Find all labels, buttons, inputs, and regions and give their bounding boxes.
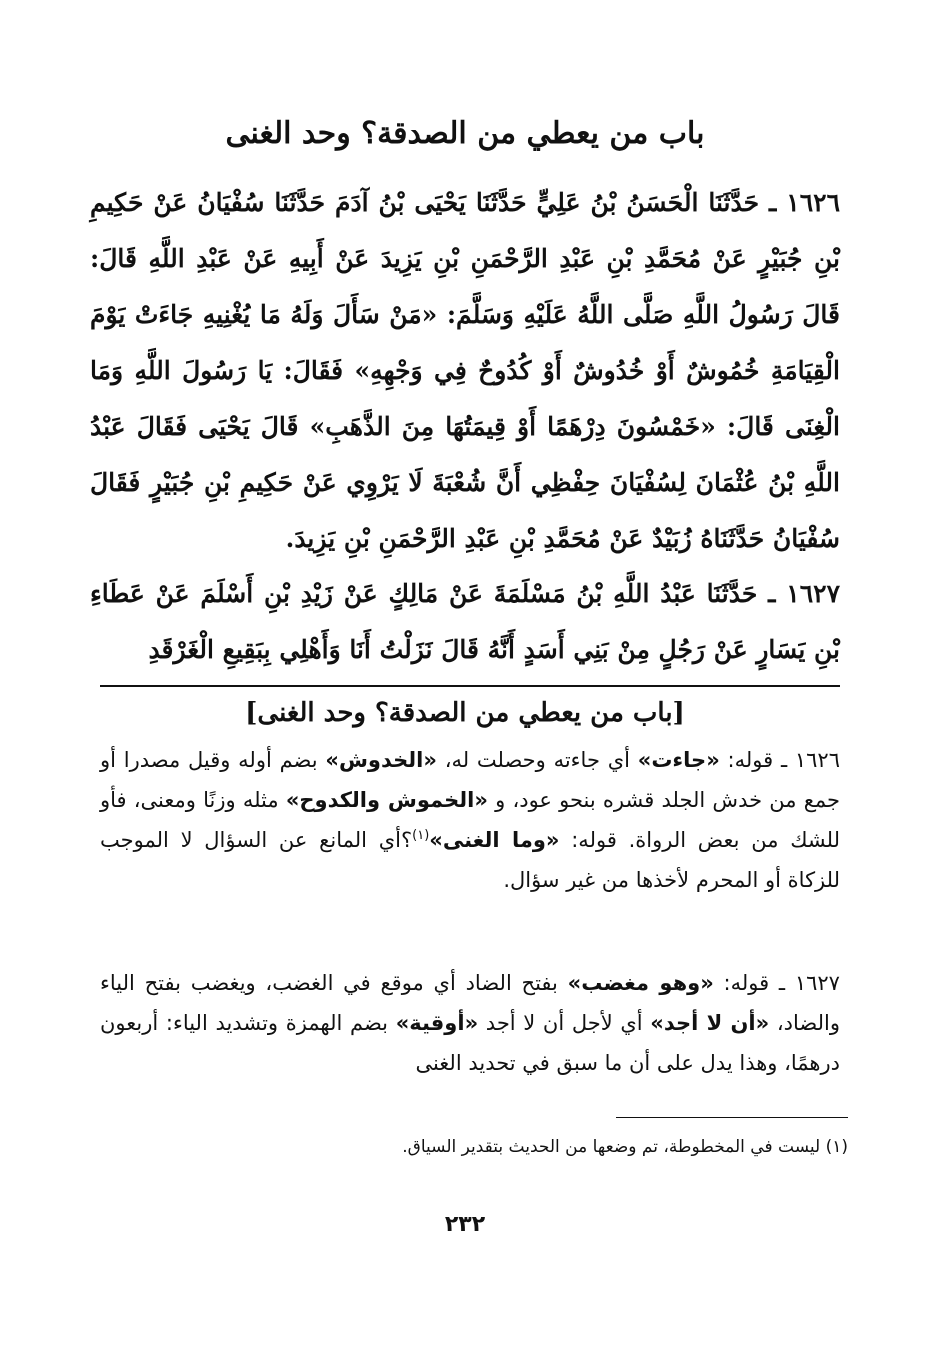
quoted-phrase: «أوقية» <box>395 1011 479 1035</box>
hadith-number: ١٦٢٧ <box>786 579 840 608</box>
footnote-number: (١) <box>825 1137 848 1157</box>
section-divider <box>100 685 840 687</box>
commentary-text: بفتح الضاد أي موقع في الغضب، ويغضب بفتح الياء والضاد، <box>100 971 840 1035</box>
commentary-text: بضم أوله وقيل مصدرا أو جمع من خدش الجلد قشره بنحو عود، و <box>100 748 840 812</box>
commentary-text: أي لأجل أن لا أجد <box>485 1011 643 1035</box>
commentary-text: قوله: <box>727 748 774 772</box>
hadith-text: حَدَّثَنَا الْحَسَنُ بْنُ عَلِيٍّ حَدَّثَنَا يَحْيَى بْنُ آدَمَ حَدَّثَنَا سُفْيَانُ عَنْ حَكِيمِ بْنِ جُبَيْرٍ عَنْ مُحَمَّدِ بْنِ عَبْدِ الرَّحْمَنِ بْنِ يَزِيدَ عَنْ أَبِيهِ عَنْ عَبْدِ اللَّهِ قَالَ: قَالَ رَسُولُ اللَّهِ صَلَّى اللَّهُ عَلَيْهِ وَسَلَّمَ: «مَنْ سَأَلَ وَلَهُ مَا يُغْنِيهِ جَاءَتْ يَوْمَ الْقِيَامَةِ خُمُوشٌ أَوْ خُدُوشٌ أَوْ كُدُوحٌ فِي وَجْهِهِ» فَقَالَ: يَا رَسُولَ اللَّهِ وَمَا الْغِنَى قَالَ: «خَمْسُونَ دِرْهَمًا أَوْ قِيمَتُهَا مِنَ الذَّهَبِ» قَالَ يَحْيَى فَقَالَ عَبْدُ اللَّهِ بْنُ عُثْمَانَ لِسُفْيَانَ حِفْظِي أَنَّ شُعْبَةَ لَا يَرْوِي عَنْ حَكِيمِ بْنِ جُبَيْرٍ فَقَالَ سُفْيَانُ حَدَّثَنَاهُ زُبَيْدٌ عَنْ مُحَمَّدِ بْنِ عَبْدِ الرَّحْمَنِ بْنِ يَزِيدَ. <box>90 188 840 553</box>
commentary-text: مثله وزنًا ومعنى، فأو للشك من بعض الرواة. قوله: <box>100 788 841 852</box>
hadith-text: حَدَّثَنَا عَبْدُ اللَّهِ بْنُ مَسْلَمَةَ عَنْ مَالِكٍ عَنْ زَيْدِ بْنِ أَسْلَمَ عَنْ عَطَاءِ بْنِ يَسَارٍ عَنْ رَجُلٍ مِنْ بَنِي أَسَدٍ أَنَّهُ قَالَ نَزَلْتُ أَنَا وَأَهْلِي بِبَقِيعِ الْغَرْقَدِ <box>90 579 840 664</box>
footnote-text: ليست في المخطوطة، تم وضعها من الحديث بتقدير السياق. <box>402 1137 821 1157</box>
commentary-number: ١٦٢٦ <box>794 748 840 772</box>
commentary-1627: ١٦٢٧ ـ قوله: «وهو مغضب» بفتح الضاد أي موقع في الغضب، ويغضب بفتح الياء والضاد، «أن لا أجد» أي لأجل أن لا أجد «أوقية» بضم الهمزة وتشديد الياء: أربعون درهمًا، وهذا يدل على أن ما سبق في تحديد الغنى <box>100 971 840 1075</box>
page-number: ٢٣٢ <box>444 1212 486 1237</box>
commentary-1626: ١٦٢٦ ـ قوله: «جاءت» أي جاءته وحصلت له، «الخدوش» بضم أوله وقيل مصدرا أو جمع من خدش الجلد قشره بنحو عود، و «الخموش والكدوح» مثله وزنًا ومعنى، فأو للشك من بعض الرواة. قوله: «وما الغنى»$^{(١)}$؟أي المانع عن السؤال لا الموجب للزكاة أو المحرم لأخذها من غير سؤال. <box>100 748 841 892</box>
commentary-text: بضم الهمزة وتشديد الياء: أربعون درهمًا، وهذا يدل على أن ما سبق في تحديد الغنى <box>100 1011 840 1075</box>
quoted-phrase: «أن لا أجد» <box>650 1011 770 1035</box>
quoted-phrase: «وما الغنى» <box>429 828 560 852</box>
hadith-1627: ١٦٢٧ ـ حَدَّثَنَا عَبْدُ اللَّهِ بْنُ مَسْلَمَةَ عَنْ مَالِكٍ عَنْ زَيْدِ بْنِ أَسْلَمَ عَنْ عَطَاءِ بْنِ يَسَارٍ عَنْ رَجُلٍ مِنْ بَنِي أَسَدٍ أَنَّهُ قَالَ نَزَلْتُ أَنَا وَأَهْلِي بِبَقِيعِ الْغَرْقَدِ <box>90 579 840 664</box>
footnote-rule <box>616 1117 848 1118</box>
quoted-phrase: «جاءت» <box>637 748 720 772</box>
commentary-title: [باب من يعطي من الصدقة؟ وحد الغنى] <box>245 698 685 728</box>
hadith-1626: ١٦٢٦ ـ حَدَّثَنَا الْحَسَنُ بْنُ عَلِيٍّ حَدَّثَنَا يَحْيَى بْنُ آدَمَ حَدَّثَنَا سُفْيَانُ عَنْ حَكِيمِ بْنِ جُبَيْرٍ عَنْ مُحَمَّدِ بْنِ عَبْدِ الرَّحْمَنِ بْنِ يَزِيدَ عَنْ أَبِيهِ عَنْ عَبْدِ اللَّهِ قَالَ: قَالَ رَسُولُ اللَّهِ صَلَّى اللَّهُ عَلَيْهِ وَسَلَّمَ: «مَنْ سَأَلَ وَلَهُ مَا يُغْنِيهِ جَاءَتْ يَوْمَ الْقِيَامَةِ خُمُوشٌ أَوْ خُدُوشٌ أَوْ كُدُوحٌ فِي وَجْهِهِ» فَقَالَ: يَا رَسُولَ اللَّهِ وَمَا الْغِنَى قَالَ: «خَمْسُونَ دِرْهَمًا أَوْ قِيمَتُهَا مِنَ الذَّهَبِ» قَالَ يَحْيَى فَقَالَ عَبْدُ اللَّهِ بْنُ عُثْمَانَ لِسُفْيَانَ حِفْظِي أَنَّ شُعْبَةَ لَا يَرْوِي عَنْ حَكِيمِ بْنِ جُبَيْرٍ فَقَالَ سُفْيَانُ حَدَّثَنَاهُ زُبَيْدٌ عَنْ مُحَمَّدِ بْنِ عَبْدِ الرَّحْمَنِ بْنِ يَزِيدَ. <box>90 188 840 553</box>
quoted-phrase: «الخموش والكدوح» <box>285 788 488 812</box>
hadith-number: ١٦٢٦ <box>786 188 840 217</box>
commentary-text: ؟أي المانع عن السؤال لا الموجب للزكاة أو المحرم لأخذها من غير سؤال. <box>100 828 840 892</box>
commentary-number: ١٦٢٧ <box>794 971 840 995</box>
quoted-phrase: «وهو مغضب» <box>567 971 714 995</box>
quoted-phrase: «الخدوش» <box>325 748 437 772</box>
chapter-title: باب من يعطي من الصدقة؟ وحد الغنى <box>225 116 705 151</box>
commentary-text: قوله: <box>723 971 770 995</box>
commentary-text: أي جاءته وحصلت له، <box>444 748 630 772</box>
footnote-reference[interactable]: (١) <box>412 828 430 843</box>
footnote <box>100 1133 848 1161</box>
